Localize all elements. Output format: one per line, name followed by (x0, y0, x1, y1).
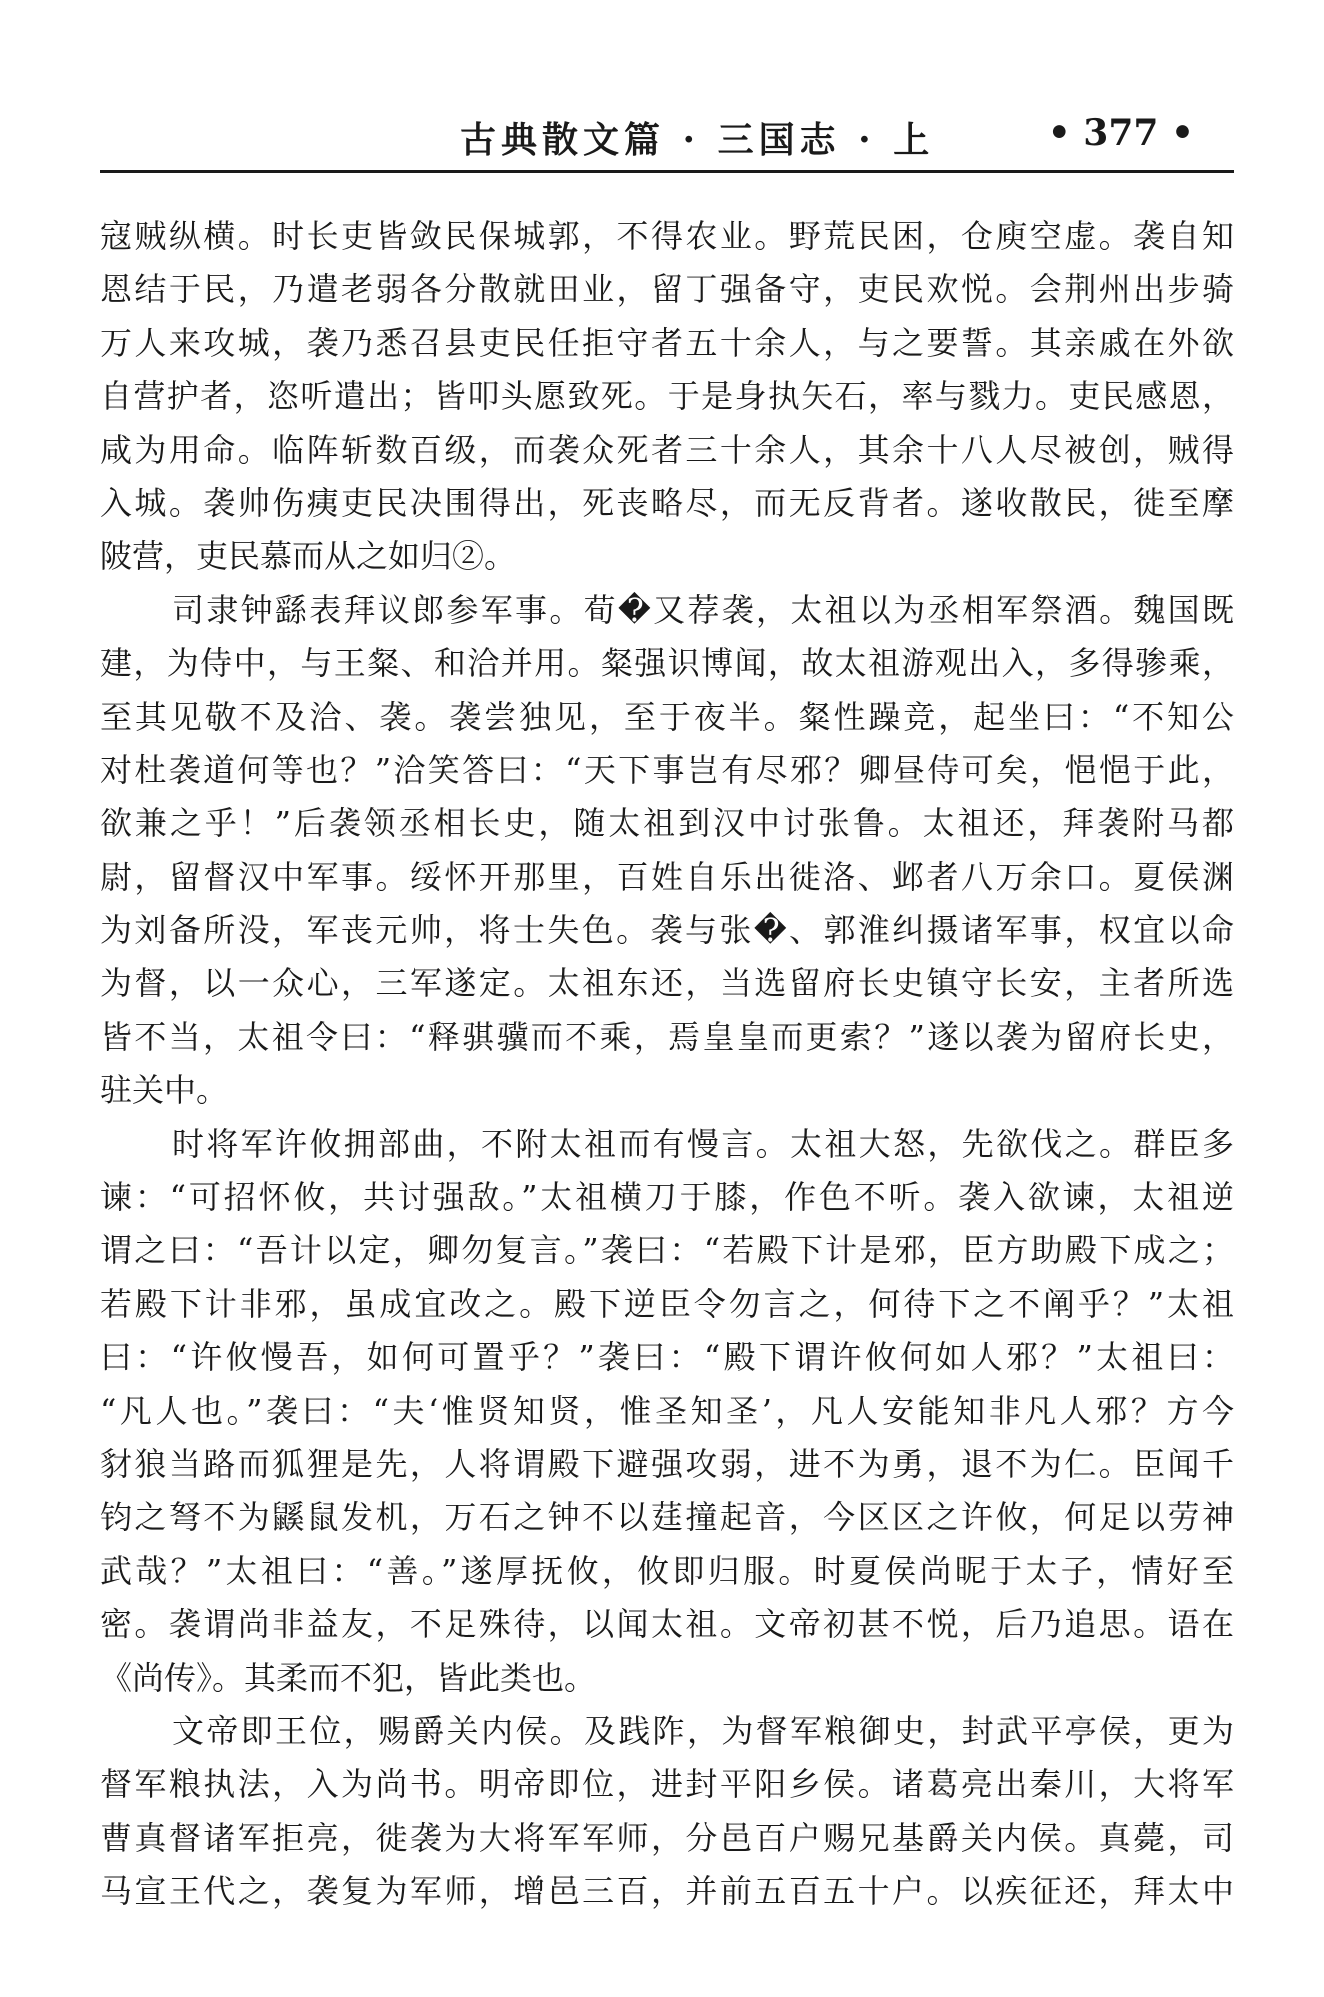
body-text (100, 210, 1234, 1919)
text-line: 马宣王代之，袭复为军师，增邑三百，并前五百五十户。以疾征还，拜太中 (100, 1872, 1234, 1911)
page-number: • 377 • (1047, 112, 1194, 154)
text-line: 万人来攻城，袭乃悉召县吏民任拒守者五十余人，与之要誓。其亲戚在外欲 (100, 323, 1234, 362)
text-line: 曰：“许攸慢吾，如何可置乎？”袭曰：“殿下谓许攸何如人邪？”太祖曰： (100, 1338, 1234, 1377)
paragraph-first-line: 时将军许攸拥部曲，不附太祖而有慢言。太祖大怒，先欲伐之。群臣多 (172, 1124, 1234, 1163)
text-line: 咸为用命。临阵斩数百级，而袭众死者三十余人，其余十八人尽被创，贼得 (100, 430, 1234, 469)
text-line: 皆不当，太祖令曰：“释骐骥而不乘，焉皇皇而更索？”遂以袭为留府长史， (100, 1017, 1234, 1056)
text-line: 建，为侍中，与王粲、和洽并用。粲强识博闻，故太祖游观出入，多得骖乘， (100, 644, 1234, 683)
running-title: 古典散文篇 · 三国志 · 上 (460, 119, 935, 161)
paragraph-first-line: 司隶钟繇表拜议郎参军事。荀�又荐袭，太祖以为丞相军祭酒。魏国既 (172, 590, 1234, 629)
text-line: 若殿下计非邪，虽成宜改之。殿下逆臣令勿言之，何待下之不阐乎？”太祖 (100, 1284, 1234, 1323)
text-line: “凡人也。”袭曰：“夫‘惟贤知贤，惟圣知圣’，凡人安能知非凡人邪？方今 (100, 1391, 1234, 1430)
text-line: 寇贼纵横。时长吏皆敛民保城郭，不得农业。野荒民困，仓庾空虚。袭自知 (100, 217, 1234, 255)
page-header (100, 108, 1234, 170)
text-line: 豺狼当路而狐狸是先，人将谓殿下避强攻弱，进不为勇，退不为仁。臣闻千 (100, 1444, 1234, 1483)
paragraph-first-line: 文帝即王位，赐爵关内侯。及践阼，为督军粮御史，封武平亭侯，更为 (172, 1711, 1234, 1750)
header-rule (100, 170, 1234, 173)
text-line: 曹真督诸军拒亮，徙袭为大将军军师，分邑百户赐兄基爵关内侯。真薨，司 (100, 1818, 1234, 1857)
text-line: 谏：“可招怀攸，共讨强敌。”太祖横刀于膝，作色不听。袭入欲谏，太祖逆 (100, 1178, 1234, 1217)
text-line: 至其见敬不及洽、袭。袭尝独见，至于夜半。粲性躁竞，起坐曰：“不知公 (100, 697, 1234, 736)
text-line: 入城。袭帅伤痍吏民决围得出，死丧略尽，而无反背者。遂收散民，徙至摩 (100, 483, 1234, 522)
text-line: 谓之曰：“吾计以定，卿勿复言。”袭曰：“若殿下计是邪，臣方助殿下成之； (100, 1231, 1234, 1270)
text-line: 武哉？”太祖曰：“善。”遂厚抚攸，攸即归服。时夏侯尚昵于太子，情好至 (100, 1551, 1234, 1590)
text-line: 对杜袭道何等也？”洽笑答曰：“天下事岂有尽邪？卿昼侍可矣，悒悒于此， (100, 750, 1234, 789)
text-line: 为刘备所没，军丧元帅，将士失色。袭与张�、郭淮纠摄诸军事，权宜以命 (100, 911, 1234, 950)
text-line: 自营护者，恣听遣出；皆叩头愿致死。于是身执矢石，率与戮力。吏民感恩， (100, 377, 1234, 416)
text-line: 欲兼之乎！”后袭领丞相长史，随太祖到汉中讨张鲁。太祖还，拜袭附马都 (100, 804, 1234, 843)
text-line: 《尚传》。其柔而不犯，皆此类也。 (100, 1658, 597, 1697)
text-line: 尉，留督汉中军事。绥怀开那里，百姓自乐出徙洛、邺者八万余口。夏侯渊 (100, 857, 1234, 896)
text-line: 为督，以一众心，三军遂定。太祖东还，当选留府长史镇守长安，主者所选 (100, 964, 1234, 1003)
text-line: 督军粮执法，入为尚书。明帝即位，进封平阳乡侯。诸葛亮出秦川，大将军 (100, 1765, 1234, 1804)
text-line: 陂营，吏民慕而从之如归②。 (100, 537, 517, 576)
text-line: 密。袭谓尚非益友，不足殊待，以闻太祖。文帝初甚不悦，后乃追思。语在 (100, 1605, 1234, 1644)
text-line: 驻关中。 (100, 1071, 229, 1110)
text-line: 恩结于民，乃遣老弱各分散就田业，留丁强备守，吏民欢悦。会荆州出步骑 (100, 270, 1234, 309)
text-line: 钧之弩不为鼷鼠发机，万石之钟不以莛撞起音，今区区之许攸，何足以劳神 (100, 1498, 1234, 1537)
